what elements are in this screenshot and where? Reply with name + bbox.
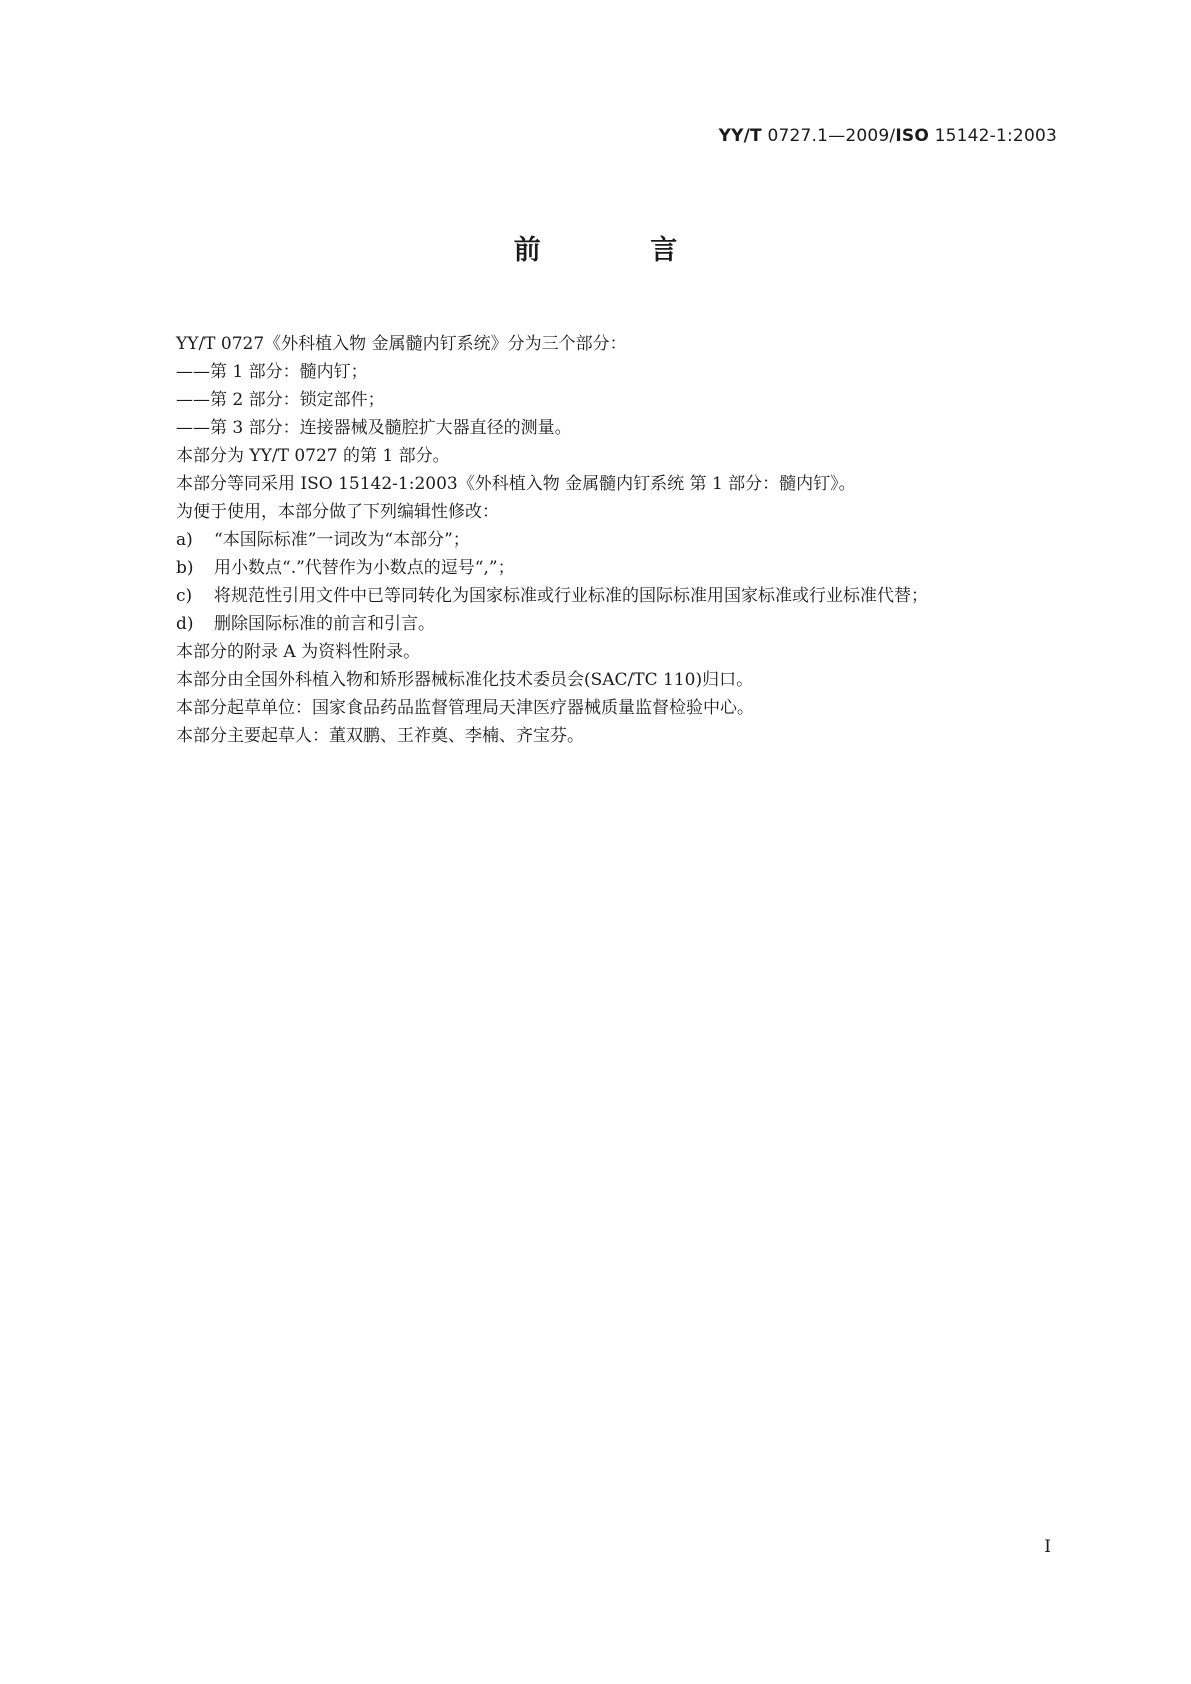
edit-text: 用小数点“.”代替作为小数点的逗号“,”； bbox=[214, 558, 515, 578]
iso-prefix: ISO bbox=[895, 126, 929, 146]
paragraph-adoption: 本部分等同采用 ISO 15142-1:2003《外科植入物 金属髓内钉系统 第 1 部分：髓内钉》。 bbox=[176, 474, 856, 494]
iso-number: 15142-1:2003 bbox=[934, 126, 1057, 146]
paragraph-part-scope: 本部分为 YY/T 0727 的第 1 部分。 bbox=[176, 446, 450, 466]
paragraph-drafters: 本部分主要起草人：董双鹏、王祚奠、李楠、齐宝芬。 bbox=[176, 726, 584, 746]
std-code-prefix: YY/T bbox=[718, 126, 762, 146]
standard-number-header bbox=[719, 126, 1057, 146]
paragraph-annex: 本部分的附录 A 为资料性附录。 bbox=[176, 642, 421, 662]
part-item-1: ——第 1 部分：髓内钉； bbox=[176, 362, 368, 382]
paragraph-edits-intro: 为便于使用，本部分做了下列编辑性修改： bbox=[176, 502, 499, 522]
part-item-2: ——第 2 部分：锁定部件； bbox=[176, 390, 385, 410]
edit-item-b bbox=[176, 554, 1060, 582]
edit-text: 将规范性引用文件中已等同转化为国家标准或行业标准的国际标准用国家标准或行业标准代替； bbox=[214, 586, 928, 606]
edit-item-d bbox=[176, 610, 1060, 638]
part-item-3: ——第 3 部分：连接器械及髓腔扩大器直径的测量。 bbox=[176, 418, 572, 438]
page-title: 前 言 bbox=[513, 235, 728, 266]
paragraph-committee: 本部分由全国外科植入物和矫形器械标准化技术委员会(SAC/TC 110)归口。 bbox=[176, 670, 754, 690]
intro-paragraph: YY/T 0727《外科植入物 金属髓内钉系统》分为三个部分： bbox=[176, 334, 627, 354]
edit-marker: b) bbox=[176, 558, 194, 578]
edit-marker: c) bbox=[176, 586, 193, 606]
edit-text: “本国际标准”一词改为“本部分”； bbox=[214, 530, 470, 550]
std-code-number: 0727.1—2009/ bbox=[767, 126, 896, 146]
paragraph-drafting-unit: 本部分起草单位：国家食品药品监督管理局天津医疗器械质量监督检验中心。 bbox=[176, 698, 754, 718]
edit-item-a bbox=[176, 526, 1060, 554]
edit-marker: a) bbox=[176, 530, 193, 550]
edit-marker: d) bbox=[176, 614, 194, 634]
edit-text: 删除国际标准的前言和引言。 bbox=[214, 614, 435, 634]
foreword-body bbox=[176, 330, 1060, 750]
page-number: I bbox=[1044, 1537, 1051, 1557]
edit-item-c bbox=[176, 582, 1060, 610]
